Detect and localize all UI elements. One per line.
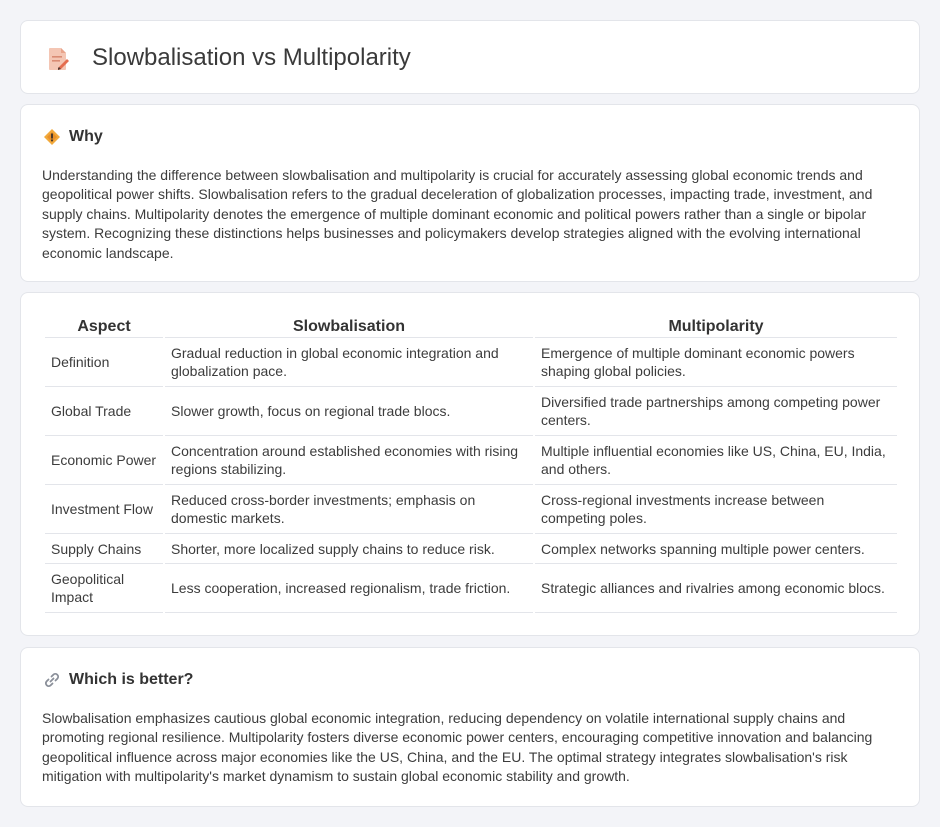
why-heading-label: Why [69, 128, 103, 145]
cell-aspect: Economic Power [45, 436, 163, 485]
header-multipolarity: Multipolarity [535, 315, 897, 338]
link-icon [43, 671, 61, 689]
cell-aspect: Global Trade [45, 387, 163, 436]
cell-multipolarity: Complex networks spanning multiple power centers. [535, 534, 897, 564]
cell-aspect: Supply Chains [45, 534, 163, 564]
header-card [20, 20, 920, 94]
cell-aspect: Investment Flow [45, 485, 163, 534]
table-row [45, 564, 897, 613]
why-section [20, 104, 920, 282]
better-heading-label: Which is better? [69, 671, 194, 688]
why-text: Understanding the difference between slowbalisation and multipolarity is crucial for accurately assessing global economic trends and geopolitical power shifts. Slowbalisation refers to the gradual deceleration of globalization processes, impacting trade, investment, and supply chains. Multipolarity denotes the emergence of multiple dominant economic and political powers rather than a single or bipolar system. Recognizing these distinctions helps businesses and policymakers develop strategies aligned with the evolving international economic landscape. [42, 167, 873, 261]
document-edit-icon [47, 47, 69, 71]
cell-multipolarity: Diversified trade partnerships among competing power centers. [535, 387, 897, 436]
cell-aspect: Definition [45, 338, 163, 387]
comparison-table-card [20, 292, 920, 636]
which-is-better-section [20, 647, 920, 807]
table-row [45, 338, 897, 387]
table-row [45, 485, 897, 534]
header-slowbalisation: Slowbalisation [165, 315, 533, 338]
cell-slowbalisation: Concentration around established economies with rising regions stabilizing. [165, 436, 533, 485]
cell-multipolarity: Cross-regional investments increase between competing poles. [535, 485, 897, 534]
table-row [45, 534, 897, 564]
header-aspect: Aspect [45, 315, 163, 338]
better-text: Slowbalisation emphasizes cautious global economic integration, reducing dependency on volatile international supply chains and promoting regional resilience. Multipolarity fosters diverse economic power centers, encouraging competitive innovation and balancing geopolitical influence across major economies like the US, China, and the EU. The optimal strategy integrates slowbalisation's risk mitigation with multipolarity's market dynamism to sustain global economic stability and growth. [42, 710, 873, 785]
cell-slowbalisation: Slower growth, focus on regional trade blocs. [165, 387, 533, 436]
cell-slowbalisation: Gradual reduction in global economic integration and globalization pace. [165, 338, 533, 387]
cell-slowbalisation: Reduced cross-border investments; emphasis on domestic markets. [165, 485, 533, 534]
cell-slowbalisation: Less cooperation, increased regionalism, trade friction. [165, 564, 533, 613]
table-row [45, 387, 897, 436]
table-row [45, 436, 897, 485]
why-heading [43, 128, 103, 146]
page-title: Slowbalisation vs Multipolarity [92, 44, 411, 71]
cell-aspect: Geopolitical Impact [45, 564, 163, 613]
better-heading [43, 671, 193, 689]
cell-multipolarity: Emergence of multiple dominant economic powers shaping global policies. [535, 338, 897, 387]
table-header-row [45, 315, 897, 338]
cell-multipolarity: Multiple influential economies like US, China, EU, India, and others. [535, 436, 897, 485]
cell-multipolarity: Strategic alliances and rivalries among economic blocs. [535, 564, 897, 613]
cell-slowbalisation: Shorter, more localized supply chains to reduce risk. [165, 534, 533, 564]
warning-diamond-icon [43, 128, 61, 146]
comparison-table [43, 315, 899, 613]
